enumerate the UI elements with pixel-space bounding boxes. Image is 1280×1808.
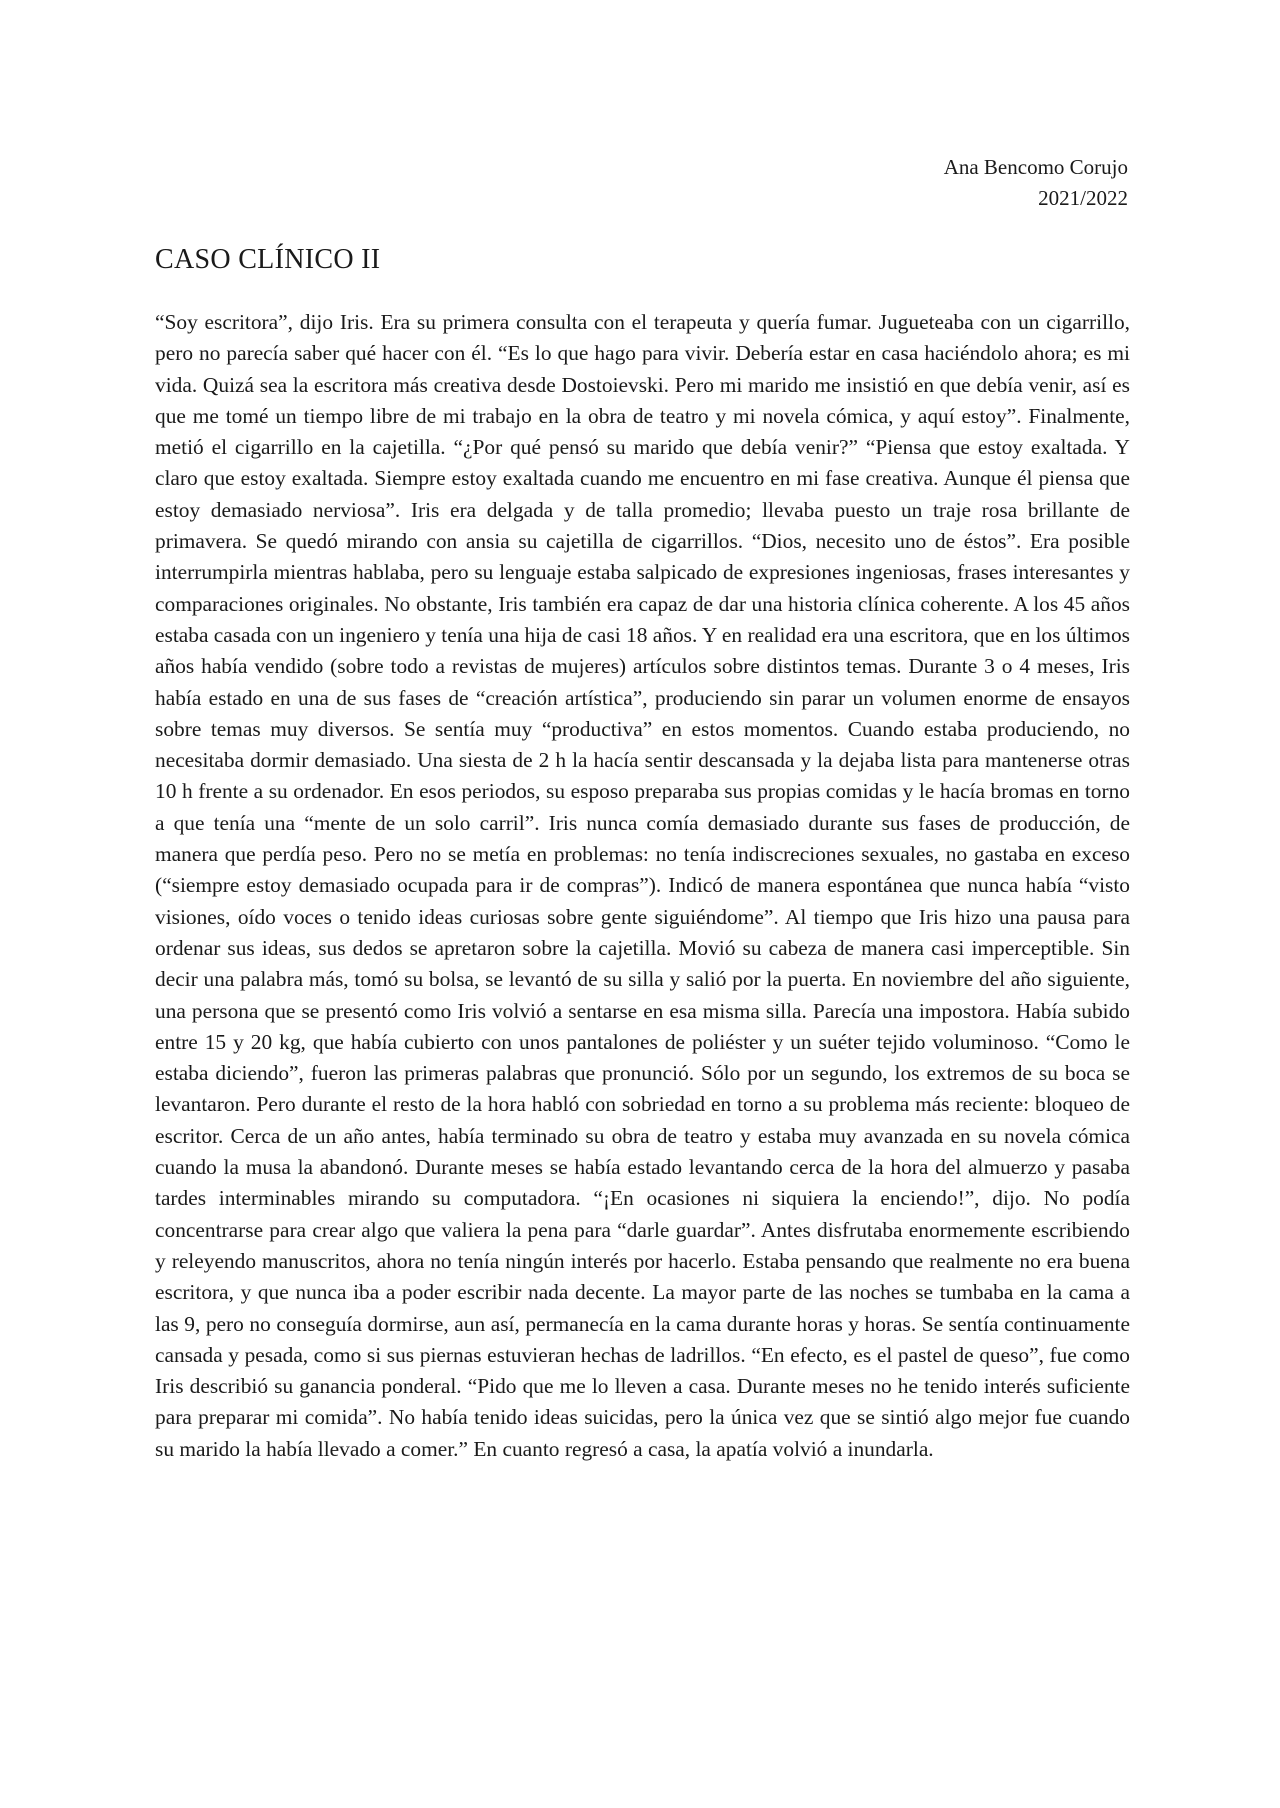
author-name: Ana Bencomo Corujo (943, 155, 1128, 179)
case-body-paragraph: “Soy escritora”, dijo Iris. Era su primera consulta con el terapeuta y quería fumar. Jugueteaba con un cigarrillo, pero no parecía saber qué hacer con él. “Es lo que hago para vivir. Debería estar en casa haciéndolo ahora; es mi vida. Quizá sea la escritora más creativa desde Dostoievski. Pero mi marido me insistió en que debía venir, así es que me tomé un tiempo libre de mi trabajo en la obra de teatro y mi novela cómica, y aquí estoy”. Finalmente, metió el cigarrillo en la cajetilla. “¿Por qué pensó su marido que debía venir?” “Piensa que estoy exaltada. Y claro que estoy exaltada. Siempre estoy exaltada cuando me encuentro en mi fase creativa. Aunque él piensa que estoy demasiado nerviosa”. Iris era delgada y de talla promedio; llevaba puesto un traje rosa brillante de primavera. Se quedó mirando con ansia su cajetilla de cigarrillos. “Dios, necesito uno de éstos”. Era posible interrumpirla mientras hablaba, pero su lenguaje estaba salpicado de expresiones ingeniosas, frases interesantes y comparaciones originales. No obstante, Iris también era capaz de dar una historia clínica coherente. A los 45 años estaba casada con un ingeniero y tenía una hija de casi 18 años. Y en realidad era una escritora, que en los últimos años había vendido (sobre todo a revistas de mujeres) artículos sobre distintos temas. Durante 3 o 4 meses, Iris había estado en una de sus fases de “creación artística”, produciendo sin parar un volumen enorme de ensayos sobre temas muy diversos. Se sentía muy “productiva” en estos momentos. Cuando estaba produciendo, no necesitaba dormir demasiado. Una siesta de 2 h la hacía sentir descansada y la dejaba lista para mantenerse otras 10 h frente a su ordenador. En esos periodos, su esposo preparaba sus propias comidas y le hacía bromas en torno a que tenía una “mente de un solo carril”. Iris nunca comía demasiado durante sus fases de producción, de manera que perdía peso. Pero no se metía en problemas: no tenía indiscreciones sexuales, no gastaba en exceso (“siempre estoy demasiado ocupada para ir de compras”). Indicó de manera espontánea que nunca había “visto visiones, oído voces o tenido ideas curiosas sobre gente siguiéndome”. Al tiempo que Iris hizo una pausa para ordenar sus ideas, sus dedos se apretaron sobre la cajetilla. Movió su cabeza de manera casi imperceptible. Sin decir una palabra más, tomó su bolsa, se levantó de su silla y salió por la puerta. En noviembre del año siguiente, una persona que se presentó como Iris volvió a sentarse en esa misma silla. Parecía una impostora. Había subido entre 15 y 20 kg, que había cubierto con unos pantalones de poliéster y un suéter tejido voluminoso. “Como le estaba diciendo”, fueron las primeras palabras que pronunció. Sólo por un segundo, los extremos de su boca se levantaron. Pero durante el resto de la hora habló con sobriedad en torno a su problema más reciente: bloqueo de escritor. Cerca de un año antes, había terminado su obra de teatro y estaba muy avanzada en su novela cómica cuando la musa la abandonó. Durante meses se había estado levantando cerca de la hora del almuerzo y pasaba tardes interminables mirando su computadora. “¡En ocasiones ni siquiera la enciendo!”, dijo. No podía concentrarse para crear algo que valiera la pena para “darle guardar”. Antes disfrutaba enormemente escribiendo y releyendo manuscritos, ahora no tenía ningún interés por hacerlo. Estaba pensando que realmente no era buena escritora, y que nunca iba a poder escribir nada decente. La mayor parte de las noches se tumbaba en la cama a las 9, pero no conseguía dormirse, aun así, permanecía en la cama durante horas y horas. Se sentía continuamente cansada y pesada, como si sus piernas estuvieran hechas de ladrillos. “En efecto, es el pastel de queso”, fue como Iris describió su ganancia ponderal. “Pido que me lo lleven a casa. Durante meses no he tenido interés suficiente para preparar mi comida”. No había tenido ideas suicidas, pero la única vez que se sintió algo mejor fue cuando su marido la había llevado a comer.” En cuanto regresó a casa, la apatía volvió a inundarla. (155, 310, 1130, 1461)
academic-year: 2021/2022 (1038, 186, 1128, 210)
document-header (944, 152, 1128, 214)
page-title: CASO CLÍNICO II (155, 244, 381, 275)
